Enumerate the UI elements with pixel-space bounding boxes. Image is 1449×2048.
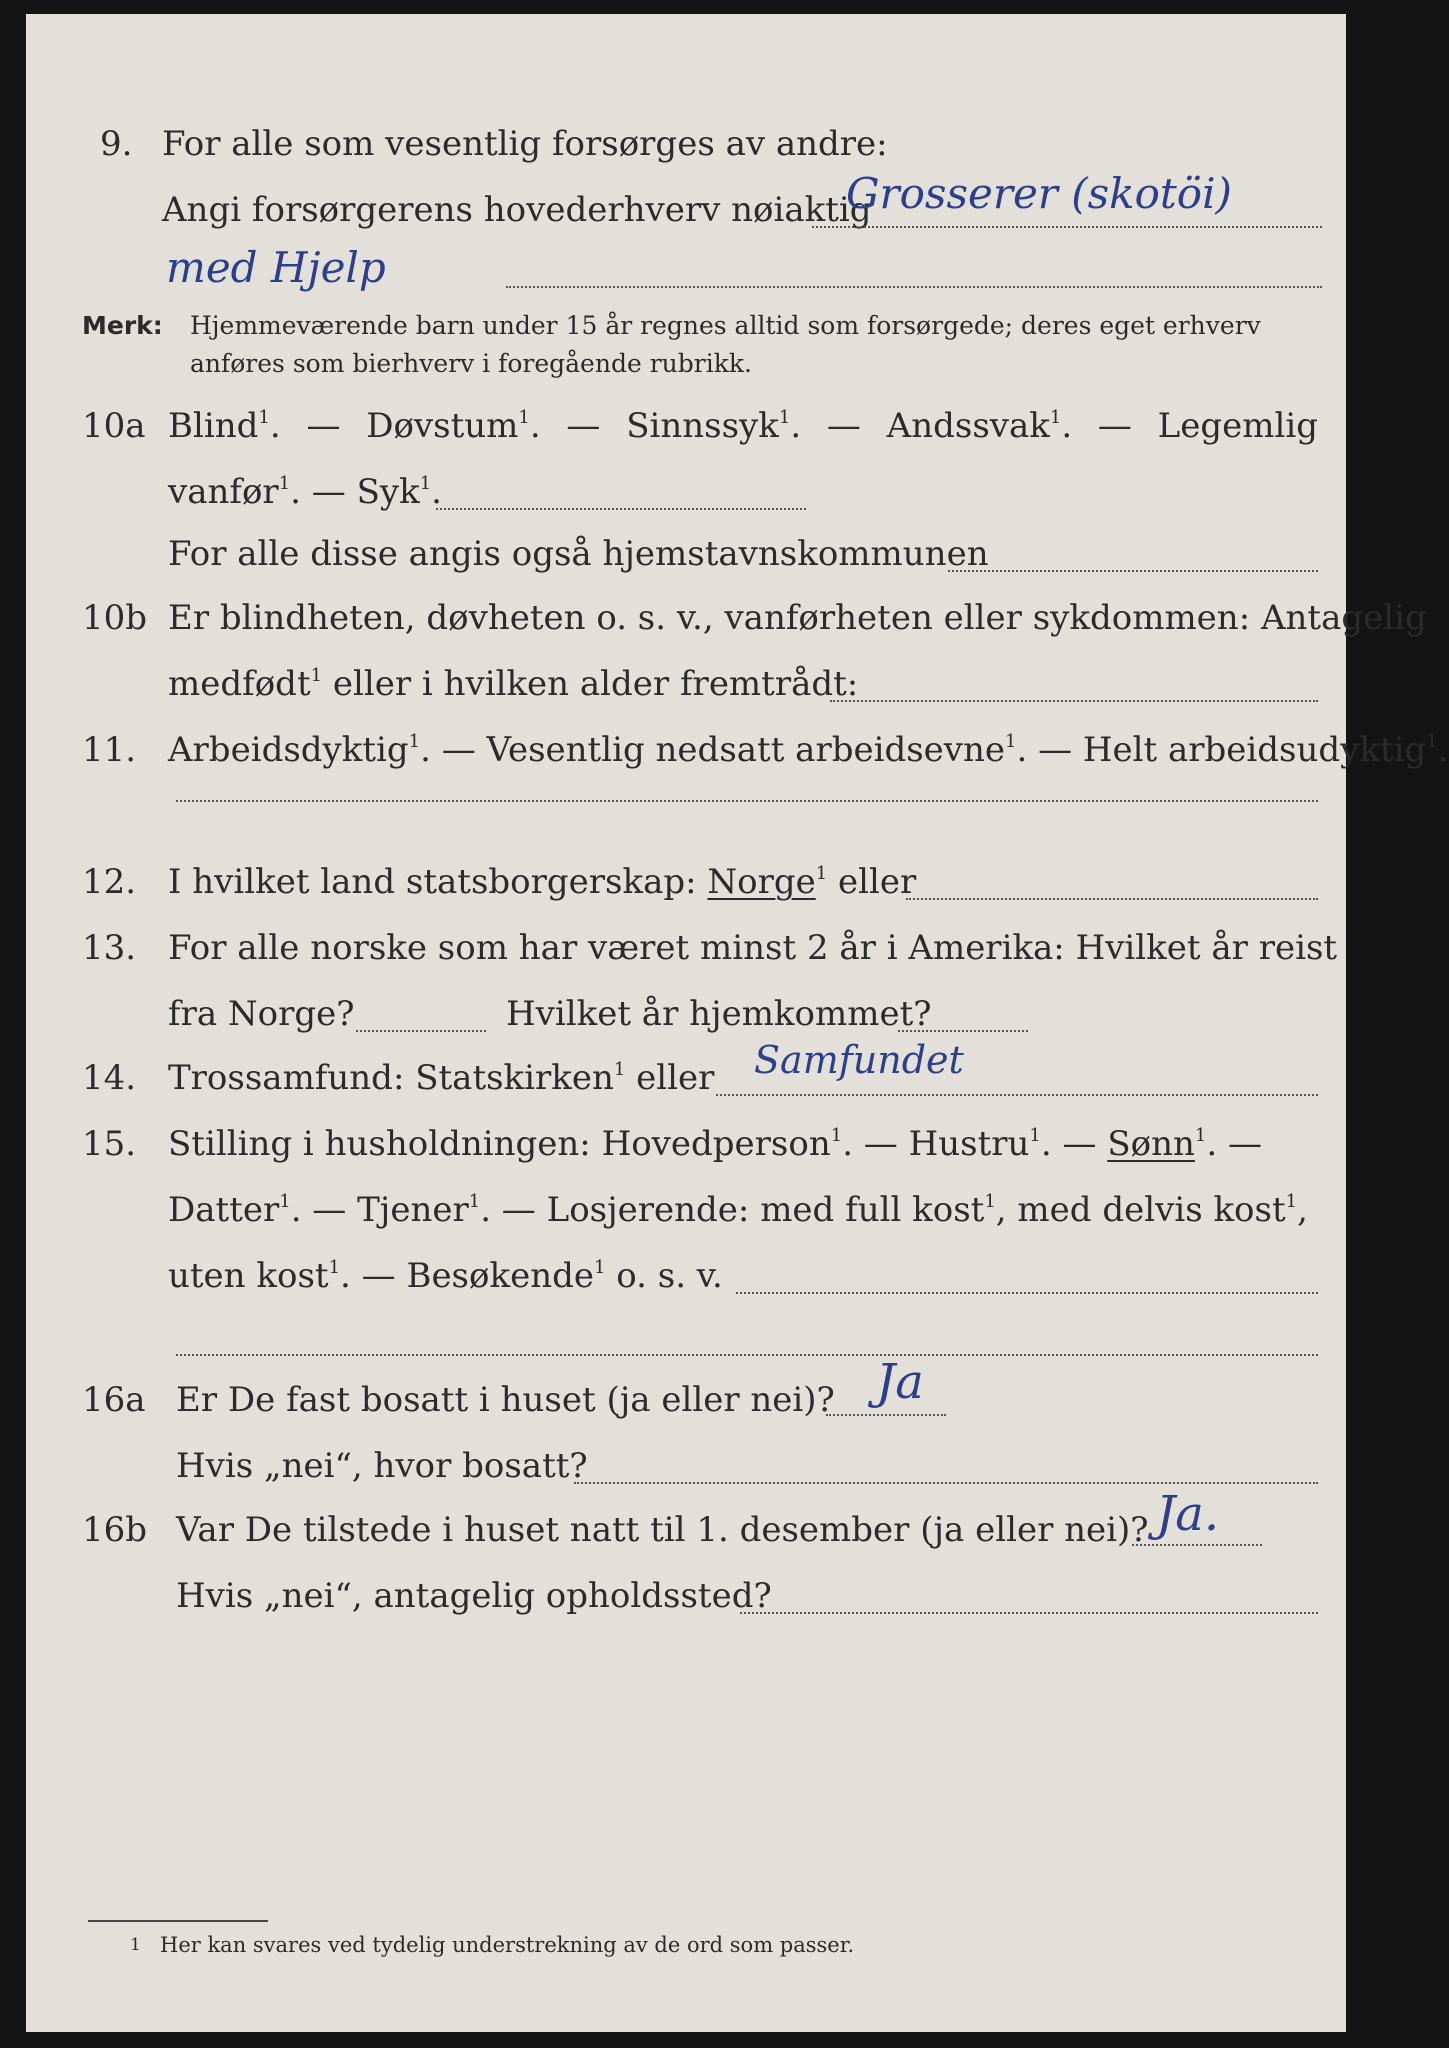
- answer-line: [826, 1414, 946, 1416]
- answer-line: [736, 1292, 1318, 1294]
- question-15-options: Stilling i husholdningen: Hovedperson$^1$. — Hustru$^1$. — Sønn$^1$. —: [168, 1124, 1262, 1164]
- answer-line: [948, 570, 1318, 572]
- handwritten-answer: Grosserer (skotöi): [846, 169, 1232, 218]
- question-16b-text: Var De tilstede i huset natt til 1. desember (ja eller nei)?: [176, 1510, 1149, 1550]
- underlined-choice: Norge: [707, 862, 816, 902]
- question-15-options: uten kost$^1$. — Besøkende$^1$ o. s. v.: [168, 1256, 723, 1296]
- answer-line: [830, 700, 1318, 702]
- question-13-prompt: fra Norge?: [168, 994, 355, 1034]
- question-14-text: Trossamfund: Statskirken$^1$ eller: [168, 1058, 715, 1098]
- answer-line: [1132, 1544, 1262, 1546]
- question-9-prompt: Angi forsørgerens hovederhverv nøiaktig: [162, 190, 872, 230]
- question-number: 13.: [82, 928, 137, 968]
- question-10a-prompt: For alle disse angis også hjemstavnskommunen: [168, 534, 989, 574]
- answer-line: [574, 1482, 1318, 1484]
- question-number: 16a: [82, 1380, 146, 1420]
- question-9-text: For alle som vesentlig forsørges av andre:: [162, 124, 888, 164]
- answer-line: [716, 1094, 1318, 1096]
- answer-line: [506, 286, 1322, 288]
- question-10b-text: Er blindheten, døvheten o. s. v., vanførheten eller sykdommen: Antagelig: [168, 598, 1427, 638]
- underlined-choice: Sønn: [1107, 1124, 1195, 1164]
- question-13-prompt: Hvilket år hjemkommet?: [506, 994, 932, 1034]
- footnote-text: Her kan svares ved tydelig understrekning av de ord som passer.: [160, 1933, 855, 1957]
- note-text: Hjemmeværende barn under 15 år regnes alltid som forsørgede; deres eget erhverv: [190, 311, 1261, 340]
- form-page: [26, 14, 1449, 2032]
- question-10b-prompt: medfødt$^1$ eller i hvilken alder fremtrådt:: [168, 664, 859, 704]
- question-number: 12.: [82, 862, 137, 902]
- question-number: 9.: [100, 124, 133, 164]
- answer-line: [812, 226, 1322, 228]
- question-number: 16b: [82, 1510, 148, 1550]
- question-10a-options: vanfør$^1$. — Syk$^1$.: [168, 472, 442, 512]
- handwritten-answer: med Hjelp: [166, 243, 386, 292]
- question-16b-prompt: Hvis „nei“, antagelig opholdssted?: [176, 1576, 772, 1616]
- answer-line: [436, 508, 806, 510]
- answer-line: [356, 1030, 486, 1032]
- question-13-text: For alle norske som har været minst 2 år i Amerika: Hvilket år reist: [168, 928, 1338, 968]
- handwritten-answer: Ja: [876, 1354, 924, 1410]
- footnote-number: 1: [130, 1935, 141, 1955]
- answer-line: [176, 1354, 1318, 1356]
- question-number: 15.: [82, 1124, 137, 1164]
- handwritten-answer: Ja.: [1156, 1486, 1220, 1542]
- question-16a-text: Er De fast bosatt i huset (ja eller nei)?: [176, 1380, 835, 1420]
- question-16a-prompt: Hvis „nei“, hvor bosatt?: [176, 1446, 588, 1486]
- note-label: Merk:: [82, 311, 163, 340]
- answer-line: [740, 1612, 1318, 1614]
- question-number: 11.: [82, 730, 137, 770]
- answer-line: [906, 898, 1318, 900]
- question-11-options: Arbeidsdyktig$^1$. — Vesentlig nedsatt arbeidsevne$^1$. — Helt arbeidsudyktig$^1$.: [168, 730, 1449, 770]
- answer-line: [898, 1030, 1028, 1032]
- question-15-options: Datter$^1$. — Tjener$^1$. — Losjerende: med full kost$^1$, med delvis kost$^1$,: [168, 1190, 1308, 1230]
- question-number: 10a: [82, 406, 146, 446]
- question-12-text: I hvilket land statsborgerskap: Norge$^1$ eller: [168, 862, 917, 902]
- question-number: 10b: [82, 598, 148, 638]
- note-text: anføres som bierhverv i foregående rubrikk.: [190, 349, 752, 378]
- answer-line: [176, 800, 1318, 802]
- handwritten-answer: Samfundet: [754, 1038, 964, 1082]
- footnote-rule: [88, 1920, 268, 1922]
- question-10a-options: Blind$^1$. — Døvstum$^1$. — Sinnssyk$^1$. — Andssvak$^1$. — Legemlig: [168, 406, 1318, 446]
- question-number: 14.: [82, 1058, 137, 1098]
